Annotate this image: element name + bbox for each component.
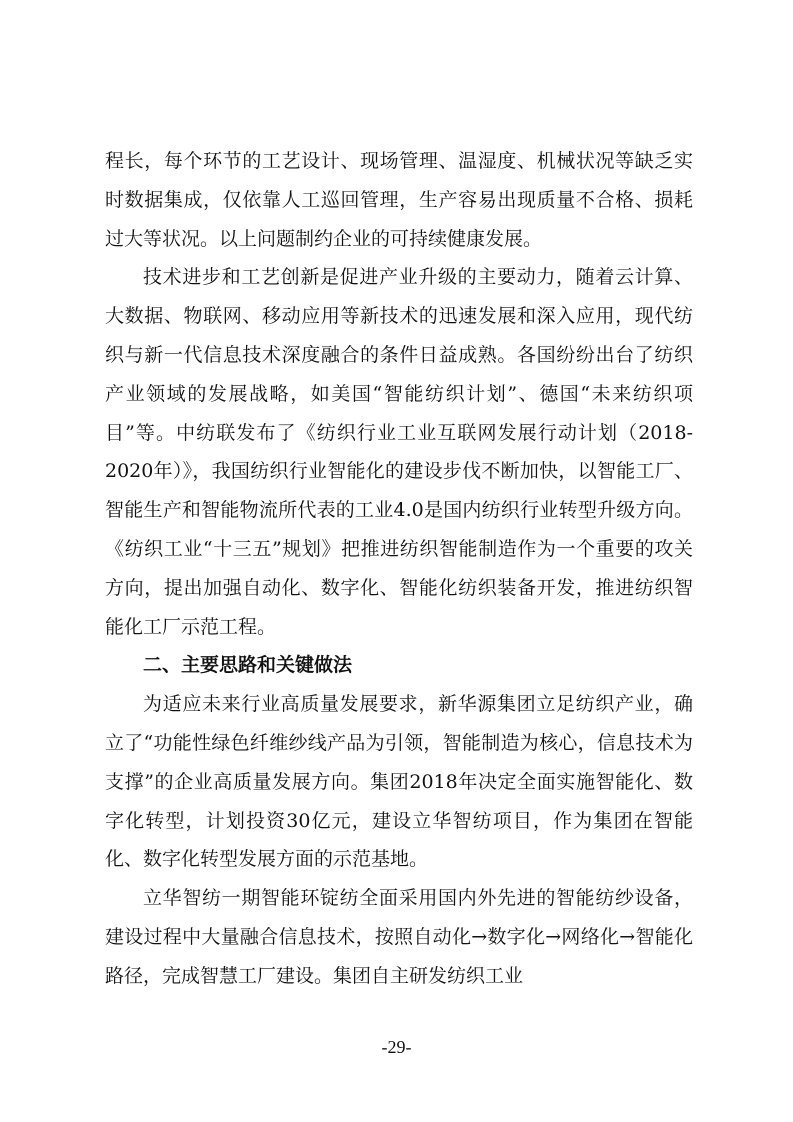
page-number: -29-	[381, 1037, 412, 1057]
paragraph-continued: 程长，每个环节的工艺设计、现场管理、温湿度、机械状况等缺乏实时数据集成，仅依靠人工巡回管理，生产容易出现质量不合格、损耗过大等状况。以上问题制约企业的可持续健康发展。	[105, 150, 693, 250]
section-heading: 二、主要思路和关键做法	[143, 654, 353, 677]
paragraph-development-direction: 为适应未来行业高质量发展要求，新华源集团立足纺织产业，确立了“功能性绿色纤维纱线产品为引领，智能制造为核心，信息技术为支撑”的企业高质量发展方向。集团2018年决定全面实施智能化、数字化转型，计划投资30亿元，建设立华智纺项目，作为集团在智能化、数字化转型发展方面的示范基地。	[105, 693, 693, 871]
document-body	[105, 142, 693, 996]
paragraph-lihua-phase-one: 立华智纺一期智能环锭纺全面采用国内外先进的智能纺纱设备，建设过程中大量融合信息技术，按照自动化→数字化→网络化→智能化路径，完成智慧工厂建设。集团自主研发纺织工业	[105, 887, 693, 987]
paragraph-tech-progress: 技术进步和工艺创新是促进产业升级的主要动力，随着云计算、大数据、物联网、移动应用等新技术的迅速发展和深入应用，现代纺织与新一代信息技术深度融合的条件日益成熟。各国纷纷出台了纺织产业领域的发展战略，如美国“智能纺织计划”、德国“未来纺织项目”等。中纺联发布了《纺织行业工业互联网发展行动计划（2018-2020年）》，我国纺织行业智能化的建设步伐不断加快，以智能工厂、智能生产和智能物流所代表的工业4.0是国内纺织行业转型升级方向。《纺织工业“十三五”规划》把推进纺织智能制造作为一个重要的攻关方向，提出加强自动化、数字化、智能化纺织装备开发，推进纺织智能化工厂示范工程。	[105, 266, 693, 638]
